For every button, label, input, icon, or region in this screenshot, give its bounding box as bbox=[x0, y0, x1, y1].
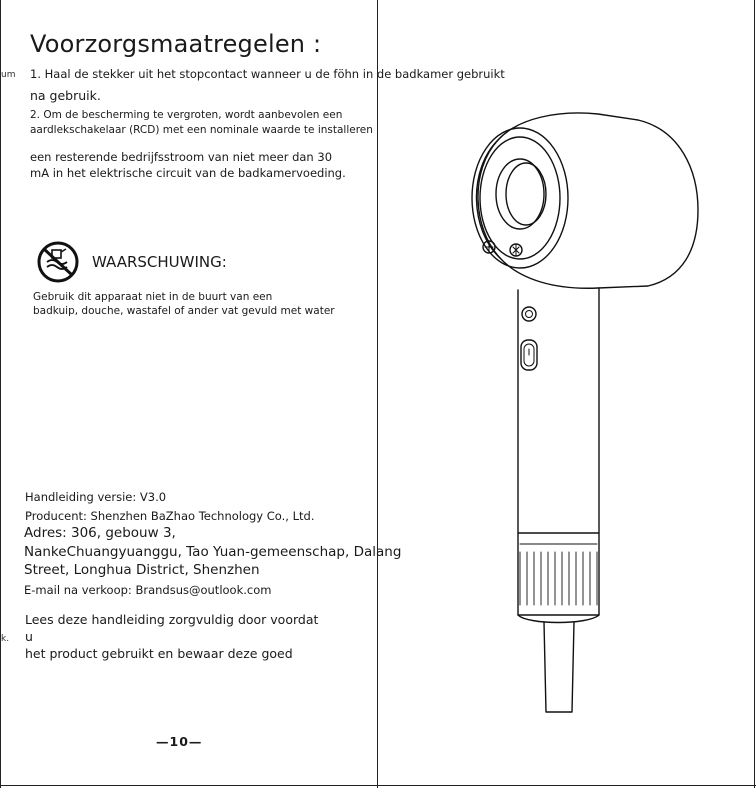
closing-note-line-2: u bbox=[25, 629, 33, 644]
no-water-icon bbox=[35, 240, 83, 284]
warning-text-line-2: badkuip, douche, wastafel of ander vat gevuld met water bbox=[33, 305, 335, 317]
after-sales-email: E-mail na verkoop: Brandsus@outlook.com bbox=[24, 583, 272, 597]
manual-producer: Producent: Shenzhen BaZhao Technology Co., Ltd. bbox=[25, 509, 315, 523]
manual-version: Handleiding versie: V3.0 bbox=[25, 490, 167, 504]
page-title: Voorzorgsmaatregelen : bbox=[30, 30, 322, 58]
page-divider bbox=[377, 0, 378, 788]
dryer-handle bbox=[518, 288, 599, 533]
address-line-2: NankeChuangyuanggu, Tao Yuan-gemeenschap, Dalang bbox=[24, 544, 402, 560]
power-cord bbox=[544, 622, 574, 712]
warning-title: WAARSCHUWING: bbox=[92, 253, 227, 271]
page-number: —10— bbox=[156, 734, 203, 749]
handle-mode-button bbox=[522, 307, 536, 321]
margin-fragment-top: um bbox=[1, 70, 16, 80]
precaution-1-line-2: na gebruik. bbox=[30, 88, 101, 103]
address-line-1: Adres: 306, gebouw 3, bbox=[24, 525, 176, 541]
precaution-2-line-4: mA in het elektrische circuit van de badkamervoeding. bbox=[30, 166, 346, 180]
address-line-3: Street, Longhua District, Shenzhen bbox=[24, 562, 260, 578]
margin-fragment-bottom: k. bbox=[1, 634, 10, 644]
dryer-head-outline bbox=[478, 113, 698, 288]
dryer-air-outlet bbox=[496, 159, 544, 229]
precaution-1-line-1: 1. Haal de stekker uit het stopcontact wanneer u de föhn in de badkamer gebruikt bbox=[30, 67, 505, 81]
bottom-page-edge bbox=[0, 785, 756, 786]
closing-note-line-1: Lees deze handleiding zorgvuldig door voordat bbox=[25, 612, 319, 627]
precaution-2-line-3: een resterende bedrijfsstroom van niet meer dan 30 bbox=[30, 150, 333, 164]
left-page-edge bbox=[0, 0, 1, 788]
precaution-2-line-2: aardlekschakelaar (RCD) met een nominale waarde te installeren bbox=[30, 124, 373, 136]
handle-grip-ring bbox=[518, 533, 599, 615]
closing-note-line-3: het product gebruikt en bewaar deze goed bbox=[25, 646, 293, 661]
dryer-inner-ring bbox=[480, 137, 560, 259]
right-page-edge bbox=[754, 0, 755, 788]
warning-text-line-1: Gebruik dit apparaat niet in de buurt van een bbox=[33, 291, 273, 303]
precaution-2-line-1: 2. Om de bescherming te vergroten, wordt aanbevolen een bbox=[30, 109, 343, 121]
hair-dryer-illustration bbox=[458, 100, 708, 720]
